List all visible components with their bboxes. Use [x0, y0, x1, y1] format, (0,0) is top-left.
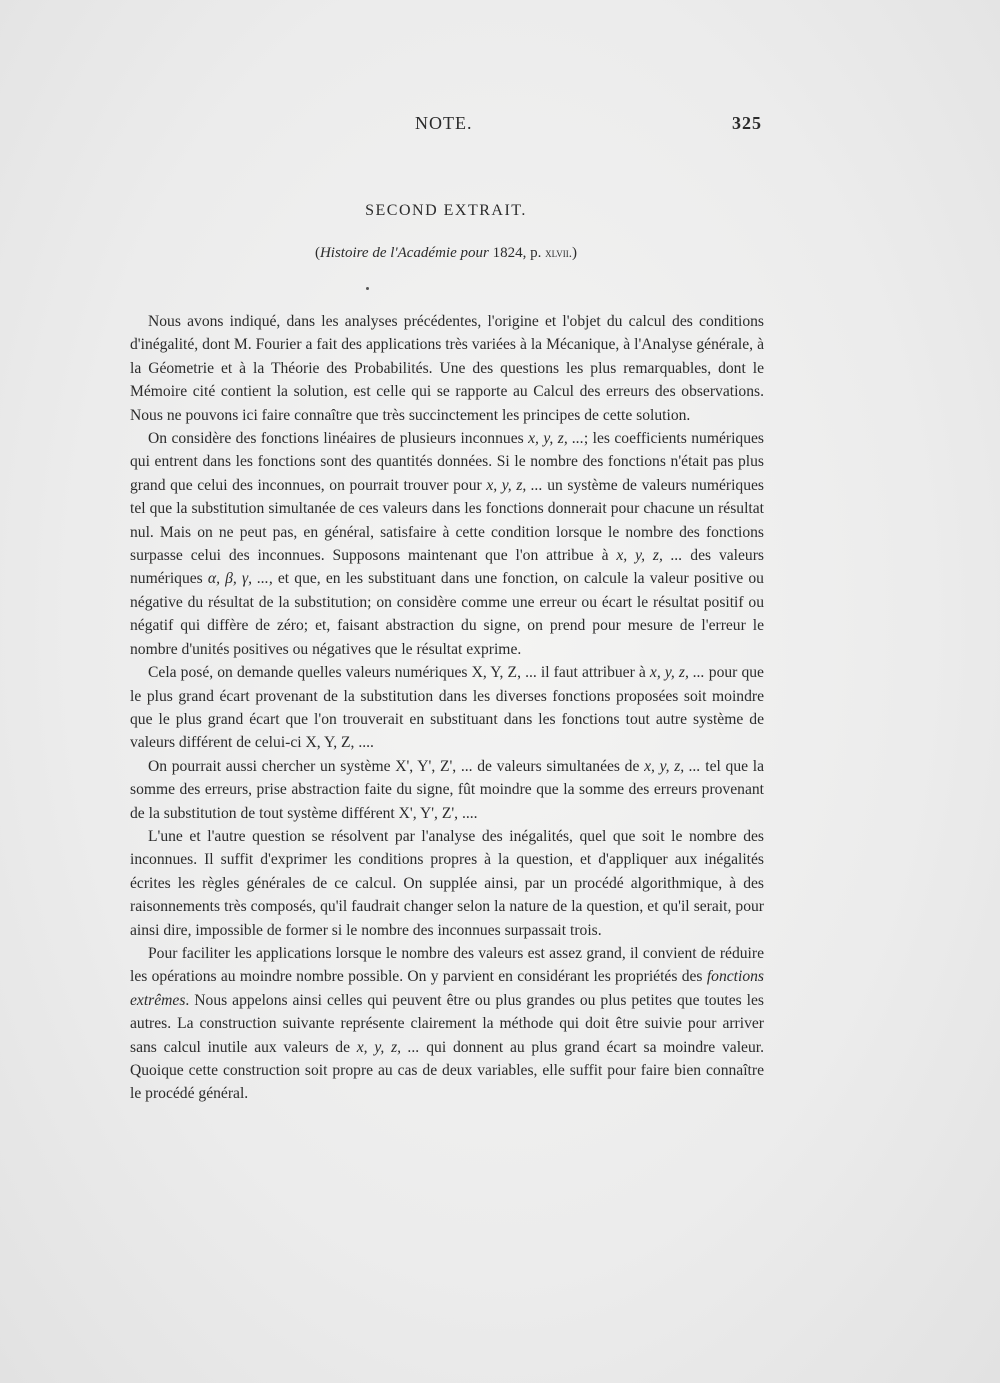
source-italic: Histoire de l'Académie pour: [319, 245, 489, 261]
paragraph-text: tel que la somme des erreurs, prise abstraction faite du signe, fût moindre que la somme des erreurs provenant de la substitution de tout système différent X', Y', Z', ....: [130, 757, 764, 822]
source-year: 1824, p.: [488, 245, 546, 261]
body-text: [130, 310, 764, 1106]
paragraph-text: qui donnent au plus grand écart sa moindre valeur. Quoique cette construction soit propre au cas de deux variables, elle suffit pour faire bien connaître le procédé général.: [130, 1038, 764, 1103]
paragraph-text: pour que le plus grand écart provenant de la substitution dans les diverses fonctions proposées soit moindre que le plus grand écart que l'on trouverait en substituant dans les fonctions tout autre système de valeurs différent de celui-ci X, Y, Z, ....: [130, 664, 764, 752]
paragraph-text: . Nous appelons ainsi celles qui peuvent être ou plus grandes ou plus petites que toutes les autres. La construction suivante représente clairement la méthode qui doit être suivie pour arriver sans calcul inutile aux valeurs de: [130, 991, 764, 1056]
paragraph: [130, 942, 764, 1106]
source-close-paren: ): [572, 245, 578, 261]
italic-text: x, y, z, ...: [644, 757, 701, 775]
paragraph-text: On pourrait aussi chercher un système X', Y', Z', ... de valeurs simultanées de: [148, 757, 645, 775]
paragraph-text: L'une et l'autre question se résolvent par l'analyse des inégalités, quel que soit le nombre des inconnues. Il suffit d'exprimer les conditions propres à la question, et d'appliquer aux inégalités écrites les règles générales de ce calcul. On supplée ainsi, par un procédé algorithmique, à des raisonnements très composés, qu'il faudrait changer selon la nature de la question, et qu'il serait, pour ainsi dire, impossible de former si le nombre des inconnues surpassait trois.: [130, 827, 764, 939]
paragraph: [130, 427, 764, 661]
italic-text: x, y, z, ...: [356, 1038, 420, 1056]
paragraph-text: Cela posé, on demande quelles valeurs numériques X, Y, Z, ... il faut attribuer à: [148, 664, 650, 682]
paragraph-text: ; les coefficients numériques qui entrent dans les fonctions sont des quantités données. Si le nombre des fonctions n'était pas plus grand que celui des inconnues, on pourrait trouver pour: [130, 430, 764, 494]
running-title: NOTE.: [415, 113, 473, 133]
italic-text: x, y, z, ...: [649, 664, 705, 682]
running-head: [130, 113, 762, 141]
section-title: SECOND EXTRAIT.: [365, 202, 527, 219]
italic-text: α, β, γ, ...,: [207, 570, 273, 588]
paragraph: [130, 755, 764, 825]
paragraph: [130, 661, 764, 755]
paragraph-text: et que, en les substituant dans une fonction, on calcule la valeur positive ou négative du résultat de la substitution; on considère comme une erreur ou écart le résultat positif ou négatif qui diffère de zéro; et, faisant abstraction du signe, on prend pour mesure de l'erreur le nombre d'unités positives ou négatives que le résultat exprime.: [130, 570, 764, 658]
source-page: xlvii.: [545, 245, 573, 260]
italic-text: x, y, z, ...: [486, 476, 543, 494]
italic-text: fonctions extrêmes: [130, 968, 764, 1009]
decorative-dot: [366, 287, 369, 290]
paragraph-text: des valeurs numériques: [130, 547, 764, 588]
paragraph-text: un système de valeurs numériques tel que la substitution simultanée de ces valeurs dans les fonctions donnerait pour chacune un résultat nul. Mais on ne peut pas, en général, satisfaire à cette condition lorsque le nombre des fonctions surpasse celui des inconnues. Supposons maintenant que l'on attribue à: [130, 476, 764, 565]
source-reference: [130, 245, 762, 262]
paragraph: [130, 825, 764, 942]
paragraph-text: Pour faciliter les applications lorsque le nombre des valeurs est assez grand, il convient de réduire les opérations au moindre nombre possible. On y parvient en considérant les propriétés des: [130, 944, 764, 986]
italic-text: x, y, z, ...: [616, 547, 683, 565]
paragraph-text: On considère des fonctions linéaires de plusieurs inconnues: [148, 430, 529, 448]
source-open-paren: (: [314, 245, 320, 261]
paragraph-text: Nous avons indiqué, dans les analyses précédentes, l'origine et l'objet du calcul des conditions d'inégalité, dont M. Fourier a fait des applications très variées à la Mécanique, à l'Analyse générale, à la Géometrie et à la Théorie des Probabilités. Une des questions les plus remarquables, dont le Mémoire cité contient la solution, est celle qui se rapporte au Calcul des erreurs des observations. Nous ne pouvons ici faire connaître que très succinctement les principes de cette solution.: [130, 313, 764, 424]
paragraph: [130, 310, 764, 427]
page-number: 325: [732, 113, 762, 133]
italic-text: x, y, z, ...: [528, 430, 584, 448]
